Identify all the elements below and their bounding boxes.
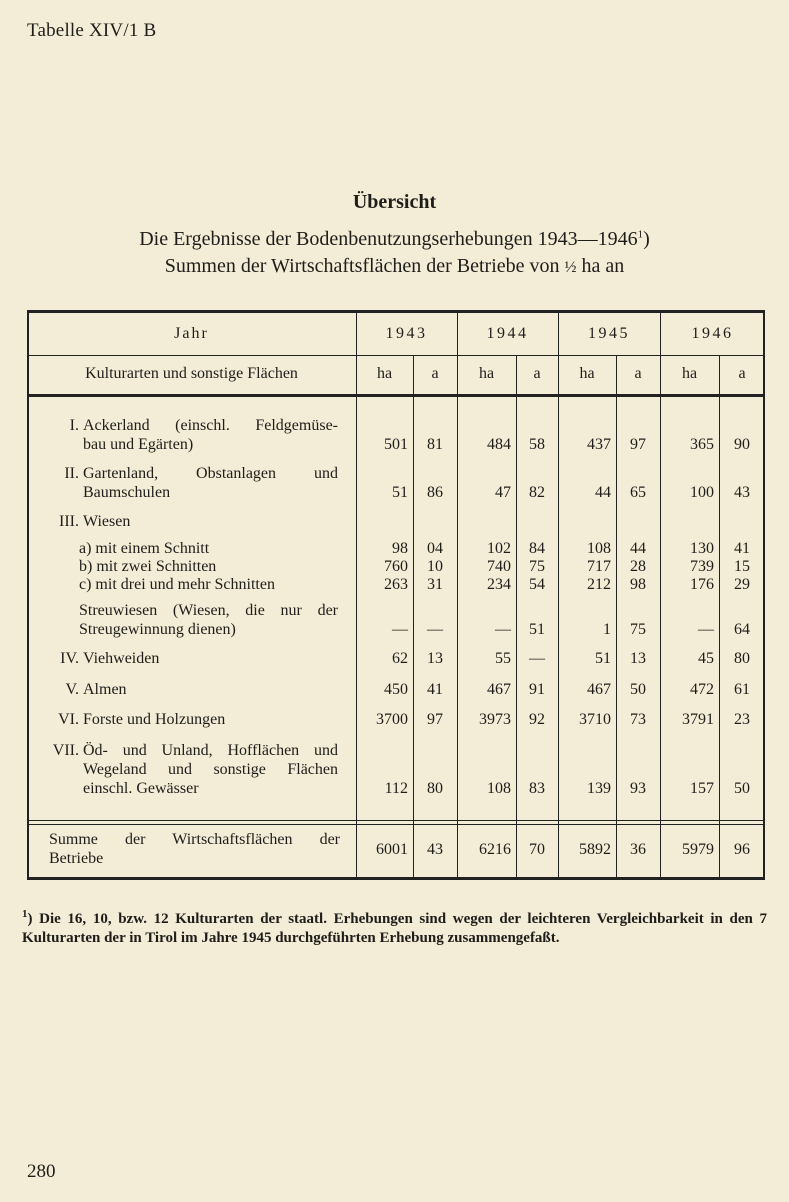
unit-a: a [738,365,746,382]
value-ha: 467 [587,681,611,698]
value-ha: 45 [698,650,714,667]
page-number: 280 [27,1161,56,1182]
row-number: III. [59,513,79,530]
sum-rule [29,820,765,821]
fraction-half: ½ [564,259,577,276]
value-a: 23 [734,711,750,728]
value-ha: 3710 [579,711,611,728]
row-number: I. [69,417,79,434]
unit-ha: ha [681,365,698,382]
value-ha: 740 [487,558,511,575]
sum-value-a: 70 [529,841,545,858]
row-label: Almen [83,681,127,698]
value-a: 50 [630,681,646,698]
footnote-ref: 1 [637,228,644,241]
sum-value-a: 43 [427,841,443,858]
value-a: 54 [529,576,545,593]
value-a: 80 [734,650,750,667]
sum-rule-2 [29,824,765,825]
value-ha: 501 [384,436,408,453]
subcolumn-divider-0 [413,355,414,880]
year-1943: 1943 [385,325,428,342]
value-ha: 3700 [376,711,408,728]
value-a: 82 [529,484,545,501]
row-label: Baumschulen [83,484,171,501]
kulturarten-header: Kulturarten und sonstige Flächen [85,365,298,382]
value-a: 75 [630,621,646,638]
row-number: II. [64,465,79,482]
value-a: 75 [529,558,545,575]
footnote: $^1$) Die 16, 10, bzw. 12 Kulturarten der staatl. Erhebungen sind wegen der leichteren Vergleichbarkeit in den 7 Kulturarten der in Tirol im Jahre 1945 durchgeführten Erhebung zusammengefaßt. [22,908,767,946]
value-ha: 157 [690,780,714,797]
value-ha: 130 [690,540,714,557]
value-ha: 112 [384,780,408,797]
value-ha: 263 [384,576,408,593]
value-a: 83 [529,780,545,797]
table-reference: Tabelle XIV/1 B [27,20,157,41]
year-1944: 1944 [486,325,529,342]
value-a: 97 [630,436,646,453]
value-a: 93 [630,780,646,797]
value-ha: — [392,621,408,638]
value-ha: — [698,621,714,638]
row-label: Streuwiesen (Wiesen, die nur der [79,602,338,619]
value-ha: 467 [487,681,511,698]
row-number: V. [65,681,79,698]
subcolumn-divider-1 [516,355,517,880]
row-label: Viehweiden [83,650,160,667]
value-ha: 102 [487,540,511,557]
row-label: bau und Egärten) [83,436,194,453]
value-ha: 100 [690,484,714,501]
value-a: 29 [734,576,750,593]
year-header: Jahr [174,325,209,342]
row-label: Streugewinnung dienen) [79,621,236,638]
value-a: 86 [427,484,443,501]
value-a: 81 [427,436,443,453]
value-a: 65 [630,484,646,501]
value-ha: 484 [487,436,511,453]
value-ha: 51 [392,484,408,501]
page-title: Übersicht [352,191,437,213]
unit-ha: ha [579,365,595,382]
sum-value-a: 96 [734,841,750,858]
year-1945: 1945 [588,325,630,342]
unit-ha: ha [478,365,495,382]
value-ha: 472 [690,681,714,698]
header-rule-double [29,394,765,397]
value-ha: 234 [487,576,511,593]
value-a: 90 [734,436,750,453]
row-label: Wiesen [83,513,131,530]
table-subtitle-2: Summen der Wirtschaftsflächen der Betriebe von ½ ha an [164,255,625,277]
row-label: b) mit zwei Schnitten [79,558,217,575]
value-a: 84 [529,540,545,557]
row-number: VI. [58,711,79,728]
value-a: 10 [427,558,443,575]
year-1946: 1946 [691,325,734,342]
value-ha: 55 [495,650,511,667]
value-a: 98 [630,576,646,593]
row-label: Wegeland und sonstige Flächen [83,761,338,778]
value-a: 15 [734,558,750,575]
value-ha: 3791 [682,711,714,728]
row-number: VII. [52,742,79,759]
value-a: — [427,621,443,638]
table-rule-top [27,310,765,313]
value-ha: 98 [392,540,408,557]
value-ha: 760 [384,558,408,575]
value-ha: 176 [690,576,714,593]
unit-a: a [431,365,439,382]
value-ha: 212 [587,576,611,593]
sum-value-ha: 6216 [479,841,511,858]
row-label: Ackerland (einschl. Feldgemüse- [83,417,338,434]
sum-value-ha: 6001 [376,841,408,858]
value-a: 92 [529,711,545,728]
value-ha: 47 [495,484,511,501]
value-a: 28 [630,558,646,575]
value-a: 61 [734,681,750,698]
sum-value-a: 36 [630,841,646,858]
value-ha: 365 [690,436,714,453]
row-label: einschl. Gewässer [83,780,199,797]
footnote-marker: 1 [22,908,28,920]
value-ha: 51 [595,650,611,667]
value-a: 31 [427,576,443,593]
value-a: 50 [734,780,750,797]
value-a: 51 [529,621,545,638]
value-ha: 3973 [479,711,511,728]
value-ha: — [495,621,511,638]
subcolumn-divider-3 [719,355,720,880]
value-a: — [529,650,545,667]
value-ha: 739 [690,558,714,575]
value-a: 13 [427,650,443,667]
value-ha: 1 [603,621,611,638]
value-ha: 44 [595,484,611,501]
value-a: 91 [529,681,545,698]
table-rule-bottom [27,877,765,880]
value-ha: 108 [587,540,611,557]
value-a: 73 [630,711,646,728]
row-label: Öd- und Unland, Hofflächen und [83,742,338,759]
value-ha: 139 [587,780,611,797]
value-a: 04 [427,540,443,557]
value-a: 43 [734,484,750,501]
sum-label: Betriebe [49,850,104,867]
value-ha: 62 [392,650,408,667]
row-label: Forste und Holzungen [83,711,226,728]
value-ha: 437 [587,436,611,453]
unit-ha: ha [376,365,393,382]
value-ha: 108 [487,780,511,797]
value-a: 64 [734,621,750,638]
sum-value-ha: 5892 [579,841,611,858]
table-subtitle: Die Ergebnisse der Bodenbenutzungserhebungen 1943—1946$^1$) [139,228,650,250]
row-label: a) mit einem Schnitt [79,540,210,557]
sum-value-ha: 5979 [682,841,714,858]
value-a: 41 [734,540,750,557]
sum-label: Summe der Wirtschaftsflächen der [49,831,340,848]
value-a: 97 [427,711,443,728]
value-a: 13 [630,650,646,667]
value-ha: 717 [587,558,611,575]
unit-a: a [634,365,642,382]
value-a: 44 [630,540,646,557]
row-label: Gartenland, Obstanlagen und [83,465,338,482]
row-label: c) mit drei und mehr Schnitten [79,576,275,593]
value-ha: 450 [384,681,408,698]
land-use-table [27,310,765,880]
value-a: 41 [427,681,443,698]
unit-a: a [533,365,541,382]
header-rule [29,355,765,356]
row-number: IV. [60,650,79,667]
value-a: 80 [427,780,443,797]
subcolumn-divider-2 [616,355,617,880]
value-a: 58 [529,436,545,453]
